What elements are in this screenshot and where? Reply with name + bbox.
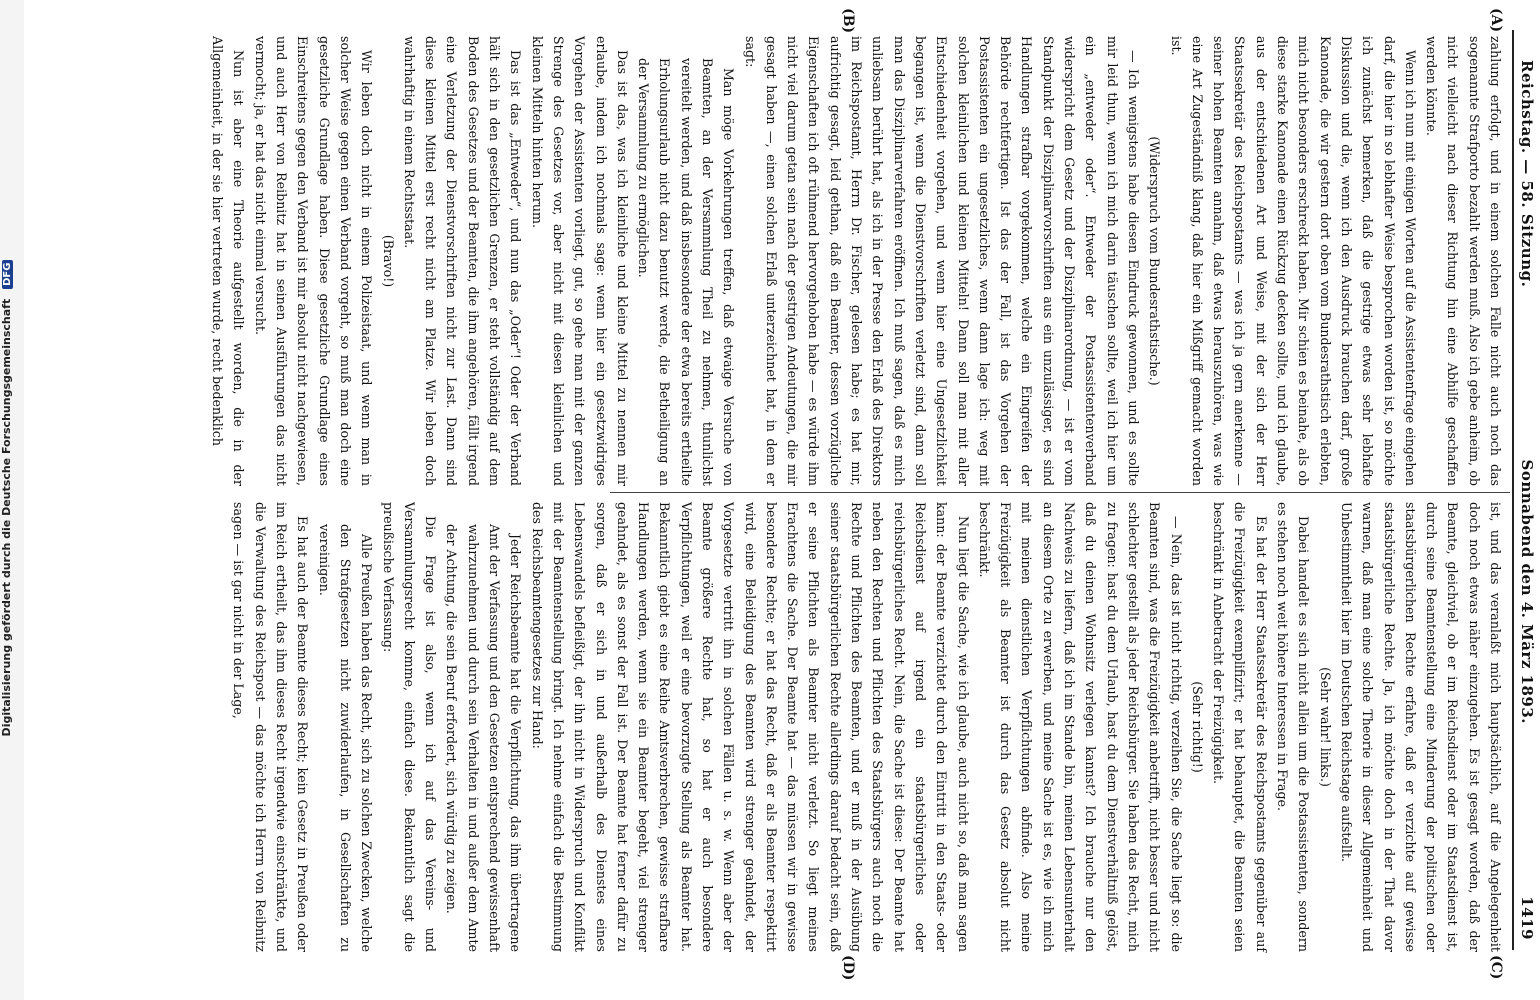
paragraph: Nun liegt die Sache, wie ich glaube, auch nicht so, daß man sagen kann: der Beamte verzichtet durch den Eintritt in den Staats- oder Reichsdienst auf irgend ein staatsbürgerliches oder reichsbürgerliches Recht. Nein, die Sache ist diese: Der Beamte hat neben den Rechten und Pflichten des Staatsbürgers auch noch die Rechte und Pflichten des Beamten, und er muß in der Ausübung seiner staatsbürgerlichen Rechte allerdings darauf bedacht sein, daß er seine Pflichten als Beamter nicht verletzt. So liegt meines Erachtens die Sache. Der Beamte hat — das müssen wir in gewisse besondere Rechte; er hat das Recht, daß er als Beamter respektirt wird, eine Beleidigung des Beamten wird strenger geahndet, der Vorgesetzte vertritt ihn in solchen Fällen u. s. w. Wenn aber der Beamte größere Rechte hat, so hat er auch besondere Verpflichtungen, weil er eine bevorzugte Stellung als Beamter hat. Bekanntlich giebt es eine Reihe Amtsverbrechen, gewisse strafbare Handlungen werden, wenn sie ein Beamter begeht, viel strenger geahndet, als es sonst der Fall ist. Der Beamte hat ferner dafür zu sorgen, daß er sich in und außerhalb des Dienstes eines Lebenswandels befleißigt, der ihn nicht in Widerspruch und Konflikt mit der Beamtenstellung bringt. Ich nehme einfach die Bestimmung des Reichsbeamtengesetzes zur Hand: <box>529 502 971 952</box>
quotation: Alle Preußen haben das Recht, sich zu solchen Zwecken, welche den Strafgesetzen nicht zuwiderlaufen, in Gesellschaften zu vereinigen. <box>316 524 375 952</box>
quotation: Man möge Vorkehrungen treffen, daß etwaige Versuche von Beamten, an der Versammlung Theil zu nehmen, thunlichst vereitelt werden, und daß insbesondere der etwa bereits ertheilte Erholungsurlaub nicht dazu benutzt werde, die Betheiligung an der Versammlung zu ermöglichen. <box>636 58 737 486</box>
interjection: (Widerspruch vom Bundesrathstische.) <box>1147 136 1163 386</box>
paragraph: Es hat auch der Beamte dieses Recht; kein Gesetz in Preußen oder im Reich ertheilt, das ihm dieses Recht irgendwie einschränkte, und die Verwaltung des Reichspost — das möchte ich Herrn von Reibnitz sagen — ist gar nicht in der Lage, <box>231 502 311 952</box>
paragraph: Das ist das, was ich kleinliche und kleine Mittel zu nennen mir erlaube, indem ich nochmals sage: wenn hier ein gesetzwidriges Vorgehen der Assistenten vorliegt, gut, so gehe man mit der ganzen Strenge des Gesetzes vor, aber nicht mit diesen kleinlichen und kleinen Mitteln hinten herum. <box>529 36 630 486</box>
interjection: (Sehr wahr! links.) <box>1317 667 1333 787</box>
paragraph: Nun ist aber eine Theorie aufgestellt worden, die in der Allgemeinheit, in der sie hier vertreten wurde, recht bedenklich <box>210 36 247 486</box>
footer-strip <box>0 0 24 1000</box>
header-date: Sonnabend den 4. März 1893. <box>1518 459 1536 725</box>
margin-marker-c: (C) <box>1488 955 1504 980</box>
scan-area <box>80 0 1540 1000</box>
paragraph: Das ist das „Entweder“, und nun das „Oder“! Oder der Verband hält sich in den gesetzlichen Grenzen, er steht vollständig auf dem Boden des Gesetzes und der Beamten, die ihm angehören, fällt irgend eine Verletzung der Dienstvorschriften nicht zur Last. Dann sind diese kleinen Mittel erst recht nicht am Platze. Wir leben doch wahrhaftig in einem Rechtsstaat. <box>401 36 524 486</box>
footer-credit-text: Digitalisierung gefördert durch die Deutsche Forschungsgemeinschaft <box>0 298 13 737</box>
header-left: Reichstag. — 58. Sitzung. <box>1518 60 1536 288</box>
paragraph: — Ich wenigstens habe diesen Eindruck gewonnen, und es sollte mir leid thun, wenn ich mich darin täuschen sollte, weil ich hier um ein „entweder oder“. Entweder der Postassistentenverband widerspricht dem Gesetz und der Disziplinarordnung, — ist er vom Standpunkt der Disziplinarvorschriften aus ein unzulässiger, es sind Handlungen strafbar vorgekommen, welche ein Eingreifen der Behörde rechtfertigen. Ist das der Fall, ist das Vorgehen der Postassistenten ein ungesetzliches, wenn dann lage ich: weg mit solchen kleinlichen und kleinen Mitteln! Dann soll man mit aller Entschiedenheit vorgehen, und wenn hier eine Ungesetzlichkeit begangen ist, wenn die Dienstvorschriften verletzt sind, dann soll man das Disziplinarverfahren eröffnen. Ich muß sagen, daß es mich unliebsam berührt hat, als ich in der Presse den Erlaß des Direktors im Reichspostamt, Herrn Dr. Fischer, gelesen habe; es hat mir, aufrichtig gesagt, leid gethan, daß ein Beamter, dessen vorzügliche Eigenschaften ich oft rühmend hervorgehoben habe — es würde ihm nicht viel darum getan sein nach der gestrigen Andeutungen, die mir gesagt haben —, einen solchen Erlaß unterzeichnet hat, in dem er sagt: <box>742 36 1141 486</box>
dfg-logo: DFG <box>2 260 13 289</box>
margin-marker-a: (A) <box>1488 8 1504 33</box>
paragraph: — Nein, das ist nicht richtig, verzeihen Sie, die Sache liegt so: die Beamten sind, was die Freizügigkeit anbetrifft, nicht besser und nicht schlechter gestellt als jeder Reichsbürger. Sie haben das Recht, mich zu fragen: hast du dem Urlaub, hast du dem Dienstverhältniß gelöst, daß du deinen Wohnsitz verlegen kannst? Ich brauche nur den Nachweis zu liefern, daß ich im Stande bin, meinen Lebensunterhalt an diesem Orte zu erwerben, und meine Sache ist es, wie ich mich mit meinen dienstlichen Verpflichtungen abfinde. Also meine Freizügigkeit als Beamter ist durch das Gesetz absolut nicht beschränkt. <box>976 502 1184 952</box>
right-column <box>206 502 1506 952</box>
column-divider <box>610 492 1510 493</box>
left-column <box>206 36 1506 486</box>
paragraph: Wir leben doch nicht in einem Polizeistaat, und wenn man in solcher Weise gegen einen Verband vorgeht, so muß man doch eine gesetzliche Grundlage haben. Diese gesetzliche Grundlage eines Einschreitens gegen den Verband ist mir absolut nicht nachgewiesen, und auch Herr von Reibnitz hat in seinen Ausführungen das nicht vermocht; ja, er hat das nicht einmal versucht. <box>252 36 375 486</box>
document-page <box>100 0 1540 1000</box>
paragraph: ist, und das veranlaßt mich hauptsächlich, auf die Angelegenheit doch noch etwas näher einzugehen. Es ist gesagt worden, daß der Beamte, gleichviel, ob er im Reichsdienst oder im Staatsdienst ist, durch seine Beamtenstellung eine Minderung der politischen oder staatsbürgerlichen Rechte erfahre, daß er verzichte auf gewisse staatsbürgerliche Rechte. Ja, ich möchte doch in der That davor warnen, daß man eine solche Theorie in dieser Allgemeinheit und Unbestimmtheit hier im Deutschen Reichstage aufstellt. <box>1338 502 1503 952</box>
paragraph: Die Frage ist also, wenn ich auf das Vereins- und Versammlungsrecht komme, einfach diese. Bekanntlich sagt die preußische Verfassung: <box>380 502 439 952</box>
margin-marker-b: (B) <box>840 8 856 34</box>
paragraph: zahlung erfolgt, und in einem solchen Falle nicht auch noch das sogenannte Strafporto bezahlt werden muß. Also ich gebe anheim, ob nicht vielleicht nach dieser Richtung hin eine Abhilfe geschaffen werden könnte. <box>1424 36 1503 486</box>
paragraph: Es hat der Herr Staatssekretär des Reichspostamts gegenüber auf die Freizügigkeit exemplifizirt; er hat behauptet, die Beamten seien beschränkt in Anbetracht der Freizügigkeit. <box>1211 502 1269 952</box>
header-rule <box>1512 30 1514 950</box>
interjection: (Bravo!) <box>380 234 396 288</box>
interjection: (Sehr richtig!) <box>1189 681 1205 773</box>
paragraph: Dabei handelt es sich nicht allein um die Postassistenten, sondern es stehen noch weit höhere Interessen in Frage. <box>1275 502 1312 952</box>
footer-credit <box>0 18 20 978</box>
margin-marker-d: (D) <box>840 955 856 981</box>
page-header <box>1516 60 1538 940</box>
paragraph: Wenn ich nun mit einigen Worten auf die Assistentenfrage eingehen darf, die hier in so lebhafter Weise besprochen worden ist, so möchte ich zunächst bemerken, daß die gestrige etwas sehr lebhafte Diskussion und die, wenn ich den Ausdruck brauchen darf, große Kanonade, die wir gestern dort oben vom Bundesrathstisch erlebten, mich nicht besonders erschreckt haben. Mir schien es beinahe, als ob diese starke Kanonade einen Rückzug decken sollte, und ich glaube, aus der entschiedenen Art und Weise, mit der sich der Herr Staatssekretär des Reichspostamts — was ich ja gern anerkenne — seiner hohen Beamten annahm, daß etwas herauszuhören, was wie eine Art Zugeständniß klang, daß hier ein Mißgriff gemacht worden ist. <box>1168 36 1418 486</box>
quotation: Jeder Reichsbeamte hat die Verpflichtung, das ihm übertragene Amt der Verfassung und den Gesetzen entsprechend gewissenhaft wahrzunehmen und durch sein Verhalten in und außer dem Amte der Achtung, die sein Beruf erfordert, sich würdig zu zeigen. <box>444 524 524 952</box>
page-number: 1419 <box>1518 896 1536 940</box>
